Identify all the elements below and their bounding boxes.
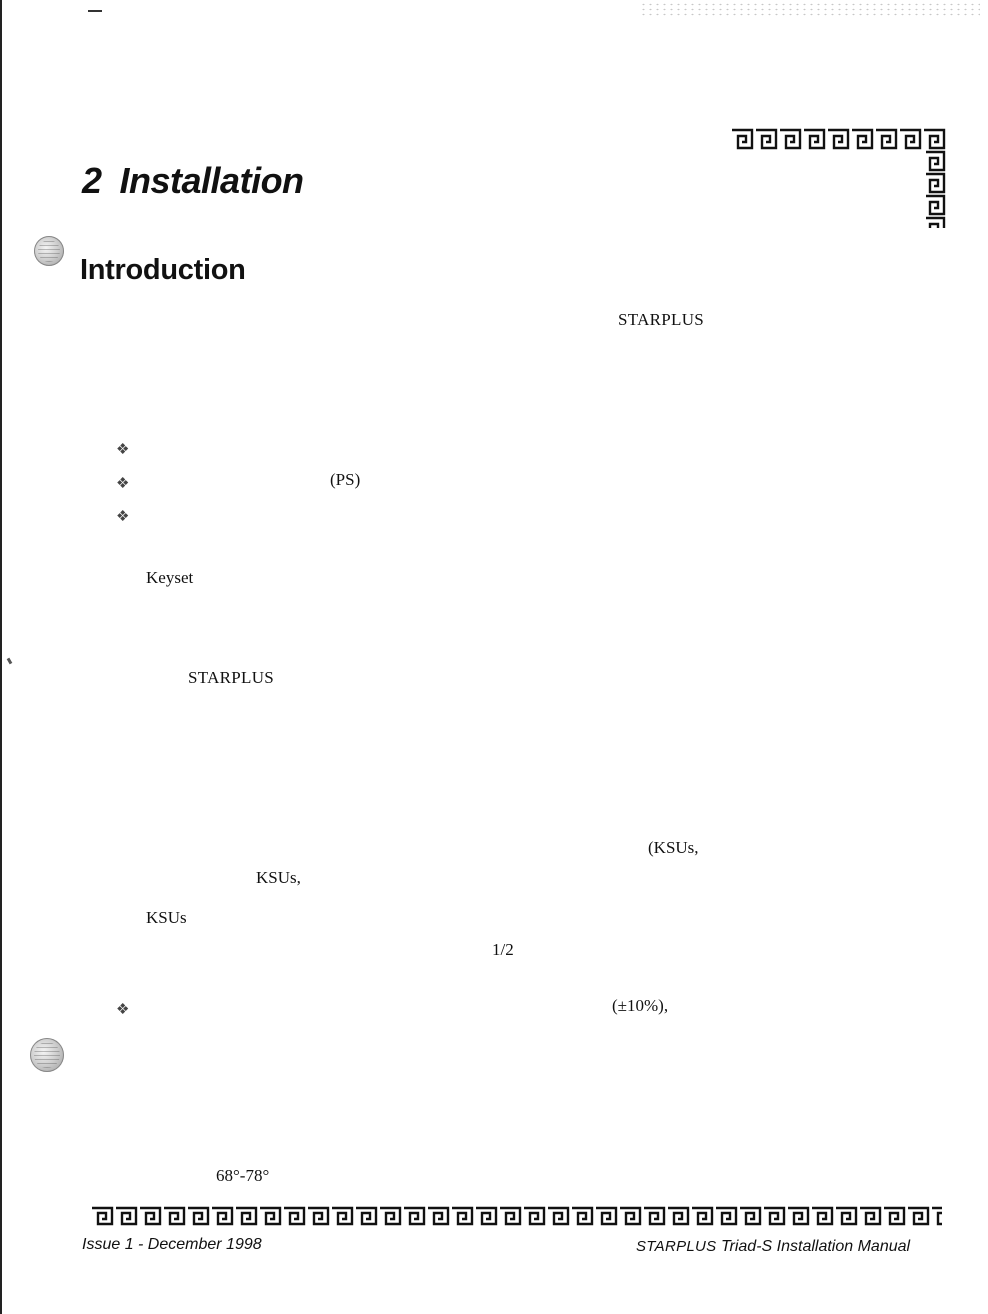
footer-manual-title [636,1238,910,1256]
text-starplus-2: STARPLUS [188,668,275,687]
scan-mark [88,10,102,12]
bullet-4: ❖ [116,1002,130,1018]
text-ksus-1: (KSUs, [648,838,699,857]
footer-manual-name: Triad-S Installation Manual [720,1238,911,1255]
greek-key-corner-ornament [730,128,950,230]
text-one-half: 1/2 [492,940,514,959]
footer-brand: STARPLUS [636,1238,717,1255]
chapter-number: 2 [82,160,102,201]
text-starplus-1: STARPLUS [618,310,705,329]
globe-icon [30,1038,64,1072]
bullet-1: ❖ [116,442,130,458]
text-ksus-3: KSUs [146,908,187,927]
text-keyset: Keyset [146,568,194,587]
bullet-3: ❖ [116,509,130,525]
scan-noise [640,2,980,16]
text-ksus-2: KSUs, [256,868,301,887]
page-left-edge [0,0,2,1314]
section-title: Introduction [80,254,246,286]
chapter-title: Installation [119,160,304,201]
text-temp-range: 68°-78° [216,1166,270,1185]
scan-tick [7,658,13,665]
chapter-heading [82,160,304,202]
bullet-2: ❖ [116,476,130,492]
text-ps: (PS) [330,470,361,489]
greek-key-footer-border [90,1206,946,1226]
text-tolerance: (±10%), [612,996,669,1015]
globe-icon [34,236,64,266]
footer-issue: Issue 1 - December 1998 [82,1236,262,1253]
